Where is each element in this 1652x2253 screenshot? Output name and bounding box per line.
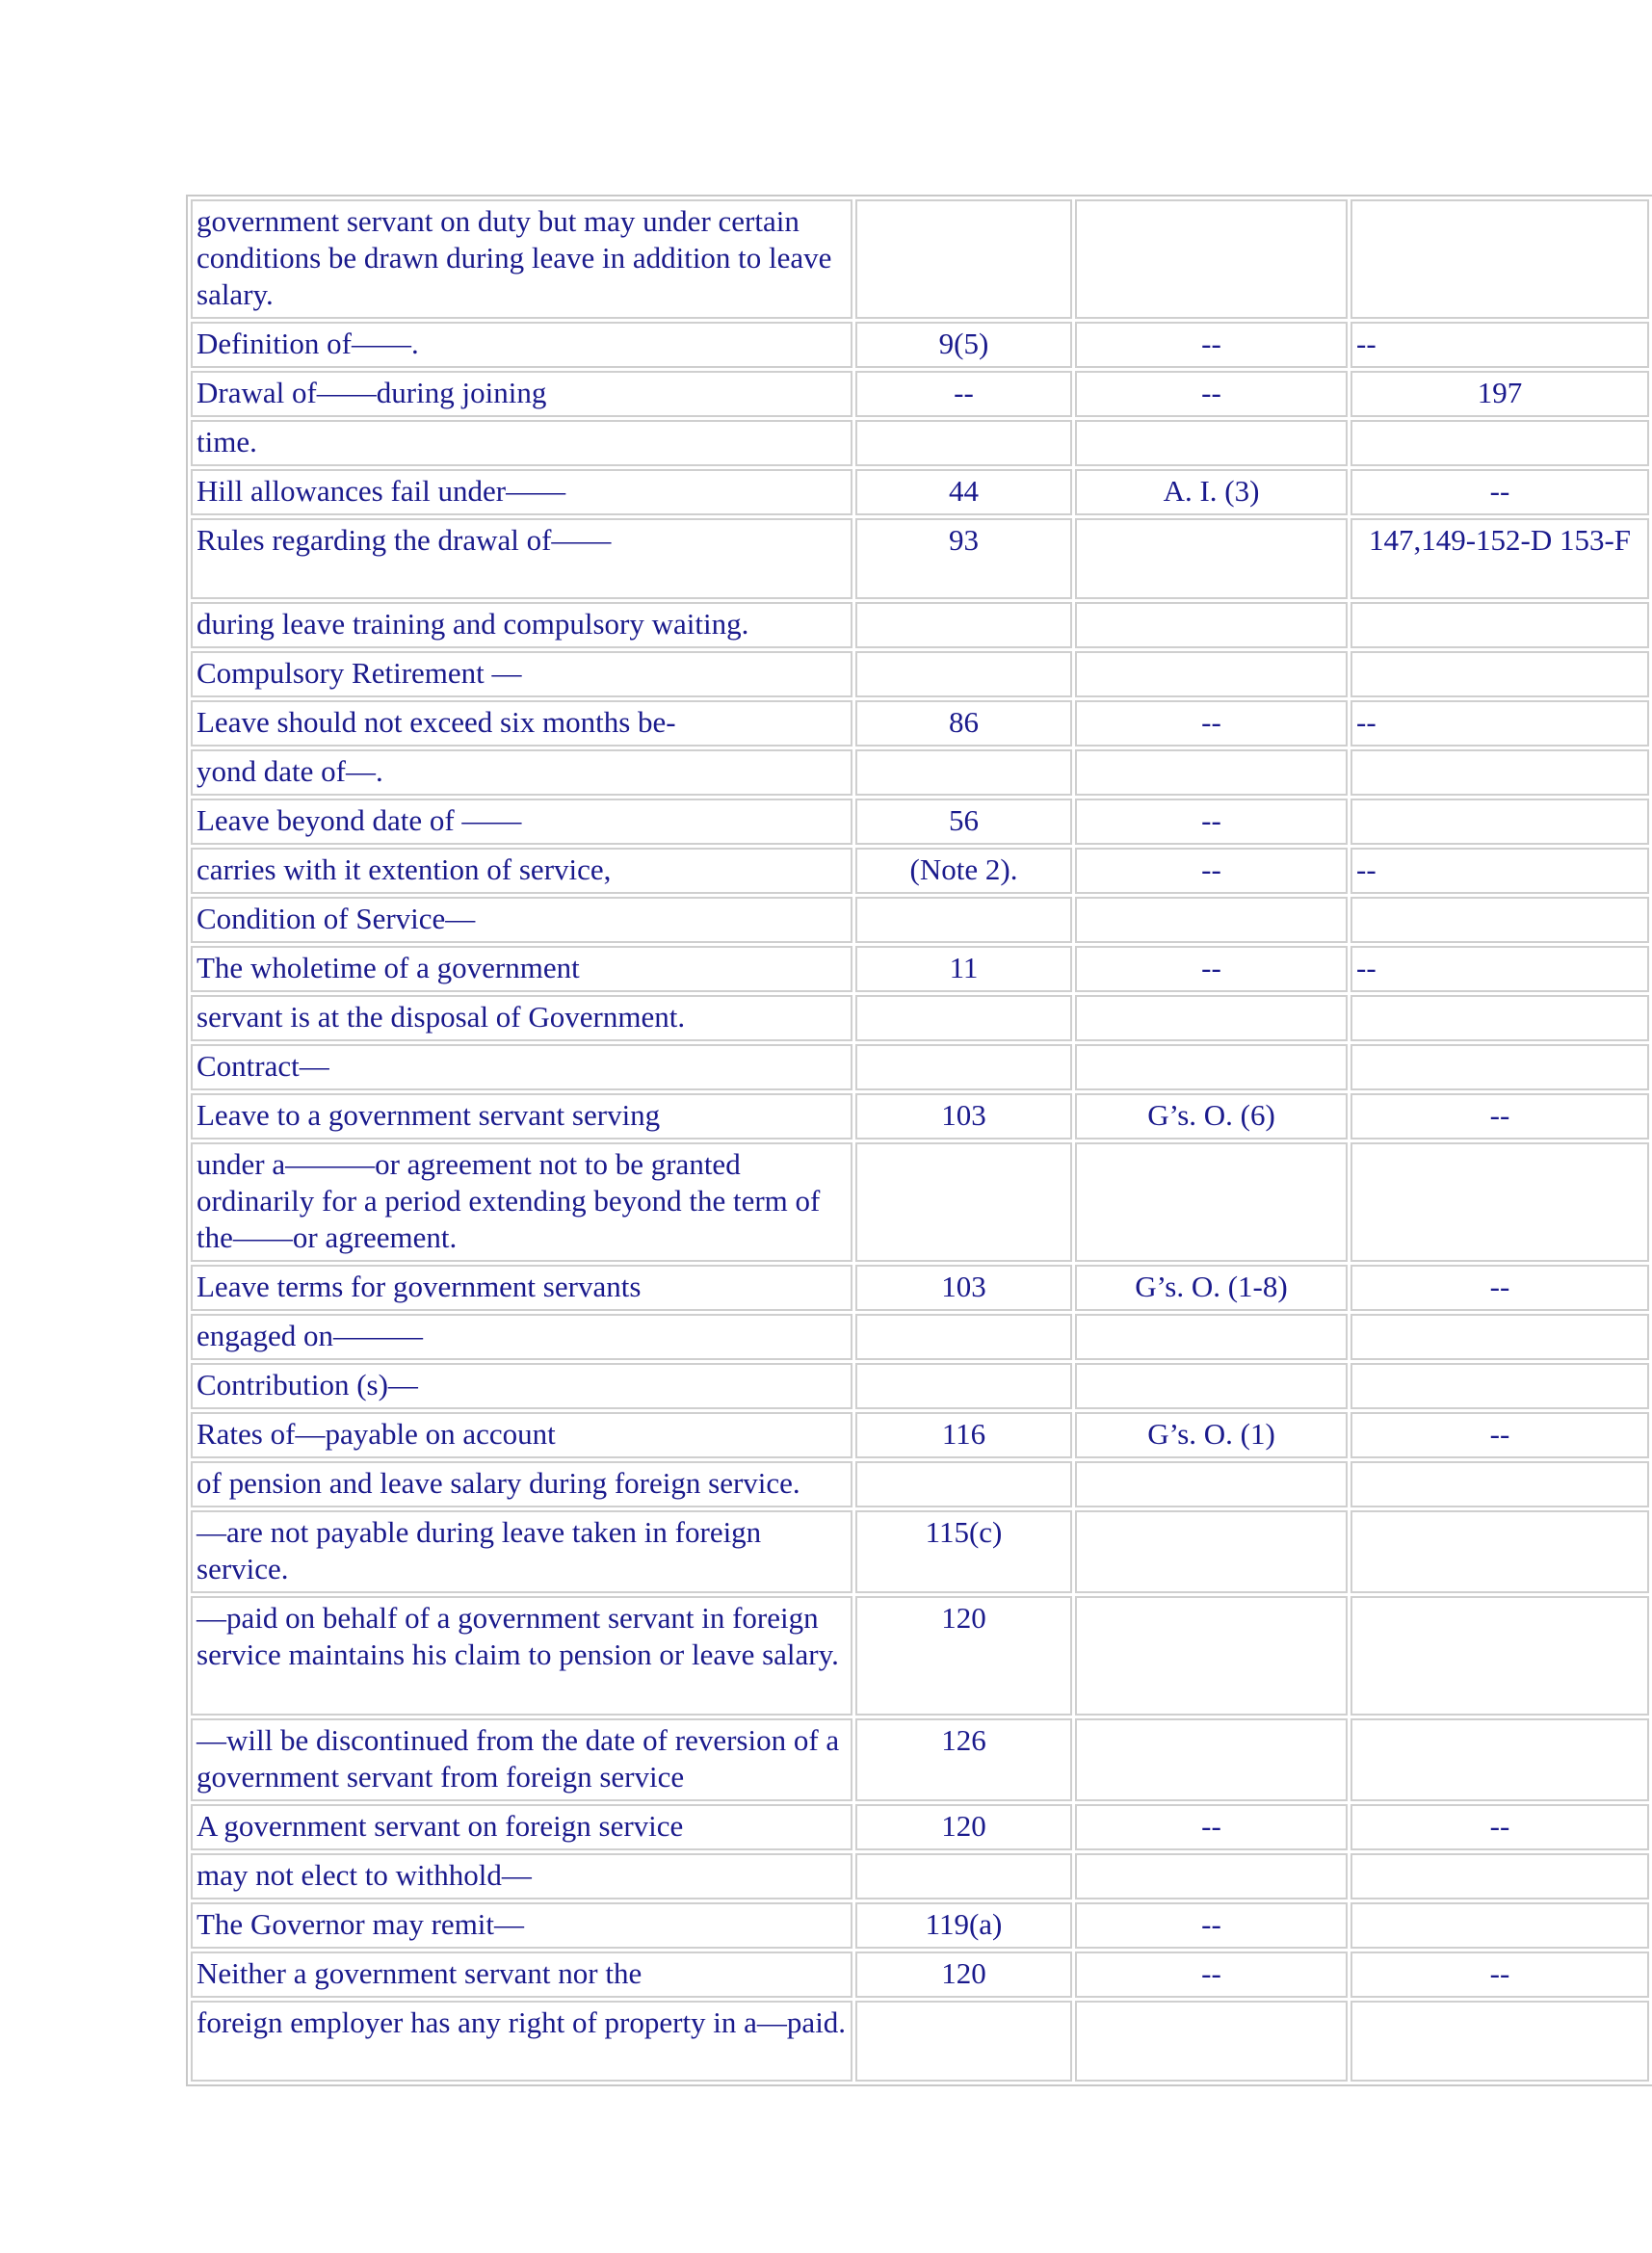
table-row (191, 1461, 1649, 1507)
auxiliary-ref-cell: -- (1350, 469, 1649, 515)
auxiliary-ref-cell: -- (1350, 848, 1649, 894)
rule-cell: 103 (855, 1093, 1072, 1140)
appendix-cell (1075, 995, 1348, 1041)
table-row (191, 946, 1649, 992)
appendix-cell (1075, 1461, 1348, 1507)
rule-cell (855, 995, 1072, 1041)
auxiliary-ref-cell (1350, 602, 1649, 648)
appendix-cell: G’s. O. (6) (1075, 1093, 1348, 1140)
rule-cell (855, 1853, 1072, 1899)
table-row (191, 2001, 1649, 2082)
description-cell: Condition of Service— (191, 897, 852, 943)
table-row (191, 1363, 1649, 1409)
auxiliary-ref-cell (1350, 749, 1649, 796)
appendix-cell (1075, 420, 1348, 466)
table-row (191, 995, 1649, 1041)
appendix-cell (1075, 1853, 1348, 1899)
rule-cell: 93 (855, 518, 1072, 599)
description-cell: carries with it extention of service, (191, 848, 852, 894)
description-cell: under a———or agreement not to be granted ordinarily for a period extending beyond the term of the——or agreement. (191, 1142, 852, 1262)
auxiliary-ref-cell: -- (1350, 1265, 1649, 1311)
table-row (191, 1093, 1649, 1140)
description-cell: engaged on——— (191, 1314, 852, 1360)
rule-cell (855, 749, 1072, 796)
description-cell: Contract— (191, 1044, 852, 1090)
description-cell: during leave training and compulsory waiting. (191, 602, 852, 648)
table-body (191, 199, 1649, 2082)
rule-cell: 115(c) (855, 1510, 1072, 1593)
auxiliary-ref-cell: -- (1350, 1952, 1649, 1998)
rule-cell (855, 1461, 1072, 1507)
appendix-cell (1075, 1718, 1348, 1801)
auxiliary-ref-cell (1350, 1142, 1649, 1262)
appendix-cell (1075, 199, 1348, 319)
auxiliary-ref-cell (1350, 1853, 1649, 1899)
table-row (191, 518, 1649, 599)
auxiliary-ref-cell: -- (1350, 322, 1649, 368)
appendix-cell: -- (1075, 799, 1348, 845)
description-cell: Drawal of——during joining (191, 371, 852, 417)
appendix-cell: G’s. O. (1) (1075, 1412, 1348, 1458)
auxiliary-ref-cell: 197 (1350, 371, 1649, 417)
rule-cell: 120 (855, 1804, 1072, 1850)
rule-cell (855, 897, 1072, 943)
auxiliary-ref-cell: 147,149-152-D 153-F (1350, 518, 1649, 599)
table-row (191, 848, 1649, 894)
table-row (191, 1510, 1649, 1593)
table-row (191, 1412, 1649, 1458)
appendix-cell: -- (1075, 371, 1348, 417)
table-row (191, 700, 1649, 747)
rule-cell: 9(5) (855, 322, 1072, 368)
rule-cell (855, 420, 1072, 466)
rule-cell: 120 (855, 1952, 1072, 1998)
auxiliary-ref-cell (1350, 1044, 1649, 1090)
appendix-cell: A. I. (3) (1075, 469, 1348, 515)
description-cell: Leave should not exceed six months be- (191, 700, 852, 747)
description-cell: Leave terms for government servants (191, 1265, 852, 1311)
appendix-cell: G’s. O. (1-8) (1075, 1265, 1348, 1311)
description-cell: Rules regarding the drawal of—— (191, 518, 852, 599)
rule-cell: 44 (855, 469, 1072, 515)
auxiliary-ref-cell: -- (1350, 1804, 1649, 1850)
auxiliary-ref-cell: -- (1350, 1093, 1649, 1140)
description-cell: Rates of—payable on account (191, 1412, 852, 1458)
description-cell: —are not payable during leave taken in foreign service. (191, 1510, 852, 1593)
auxiliary-ref-cell (1350, 1314, 1649, 1360)
rule-cell: 11 (855, 946, 1072, 992)
appendix-cell: -- (1075, 1902, 1348, 1949)
rule-cell: (Note 2). (855, 848, 1072, 894)
table-row (191, 749, 1649, 796)
description-cell: A government servant on foreign service (191, 1804, 852, 1850)
table-row (191, 1142, 1649, 1262)
auxiliary-ref-cell (1350, 199, 1649, 319)
table-row (191, 420, 1649, 466)
description-cell: Leave beyond date of —— (191, 799, 852, 845)
appendix-cell: -- (1075, 700, 1348, 747)
description-cell: Hill allowances fail under—— (191, 469, 852, 515)
appendix-cell (1075, 1142, 1348, 1262)
auxiliary-ref-cell: -- (1350, 1412, 1649, 1458)
table-row (191, 1952, 1649, 1998)
rule-cell: 119(a) (855, 1902, 1072, 1949)
description-cell: Definition of——. (191, 322, 852, 368)
description-cell: of pension and leave salary during foreign service. (191, 1461, 852, 1507)
table-row (191, 371, 1649, 417)
description-cell: Neither a government servant nor the (191, 1952, 852, 1998)
table-row (191, 1265, 1649, 1311)
appendix-cell: -- (1075, 322, 1348, 368)
appendix-cell: -- (1075, 1804, 1348, 1850)
table-row (191, 1853, 1649, 1899)
appendix-cell (1075, 518, 1348, 599)
description-cell: —will be discontinued from the date of reversion of a government servant from foreign service (191, 1718, 852, 1801)
rule-cell (855, 1314, 1072, 1360)
description-cell: foreign employer has any right of property in a—paid. (191, 2001, 852, 2082)
rule-cell: 120 (855, 1596, 1072, 1716)
appendix-cell (1075, 651, 1348, 697)
table-row (191, 322, 1649, 368)
description-cell: time. (191, 420, 852, 466)
appendix-cell (1075, 602, 1348, 648)
description-cell: government servant on duty but may under certain conditions be drawn during leave in addition to leave salary. (191, 199, 852, 319)
appendix-cell (1075, 1510, 1348, 1593)
auxiliary-ref-cell (1350, 995, 1649, 1041)
rule-cell (855, 602, 1072, 648)
appendix-cell: -- (1075, 946, 1348, 992)
rule-cell (855, 199, 1072, 319)
description-cell: servant is at the disposal of Government. (191, 995, 852, 1041)
table-row (191, 602, 1649, 648)
index-table (186, 195, 1652, 2086)
description-cell: Contribution (s)— (191, 1363, 852, 1409)
description-cell: The Governor may remit— (191, 1902, 852, 1949)
rule-cell (855, 651, 1072, 697)
rule-cell (855, 1142, 1072, 1262)
appendix-cell (1075, 1314, 1348, 1360)
table-row (191, 469, 1649, 515)
rule-cell: 86 (855, 700, 1072, 747)
table-row (191, 1804, 1649, 1850)
rule-cell: 103 (855, 1265, 1072, 1311)
auxiliary-ref-cell (1350, 420, 1649, 466)
table-row (191, 799, 1649, 845)
rule-cell: 116 (855, 1412, 1072, 1458)
auxiliary-ref-cell (1350, 1902, 1649, 1949)
auxiliary-ref-cell (1350, 1596, 1649, 1716)
appendix-cell (1075, 1363, 1348, 1409)
auxiliary-ref-cell (1350, 799, 1649, 845)
appendix-cell (1075, 749, 1348, 796)
rule-cell (855, 2001, 1072, 2082)
auxiliary-ref-cell (1350, 897, 1649, 943)
table-row (191, 1044, 1649, 1090)
rule-cell: 126 (855, 1718, 1072, 1801)
description-cell: may not elect to withhold— (191, 1853, 852, 1899)
description-cell: Compulsory Retirement — (191, 651, 852, 697)
document-page (186, 195, 1632, 2086)
appendix-cell (1075, 897, 1348, 943)
description-cell: yond date of—. (191, 749, 852, 796)
auxiliary-ref-cell (1350, 2001, 1649, 2082)
table-row (191, 1902, 1649, 1949)
appendix-cell: -- (1075, 848, 1348, 894)
table-row (191, 199, 1649, 319)
rule-cell: -- (855, 371, 1072, 417)
auxiliary-ref-cell: -- (1350, 700, 1649, 747)
table-row (191, 1596, 1649, 1716)
appendix-cell (1075, 1596, 1348, 1716)
auxiliary-ref-cell: -- (1350, 946, 1649, 992)
rule-cell (855, 1044, 1072, 1090)
auxiliary-ref-cell (1350, 1718, 1649, 1801)
auxiliary-ref-cell (1350, 1461, 1649, 1507)
table-row (191, 651, 1649, 697)
rule-cell: 56 (855, 799, 1072, 845)
description-cell: Leave to a government servant serving (191, 1093, 852, 1140)
description-cell: —paid on behalf of a government servant in foreign service maintains his claim to pension or leave salary. (191, 1596, 852, 1716)
appendix-cell (1075, 1044, 1348, 1090)
rule-cell (855, 1363, 1072, 1409)
appendix-cell: -- (1075, 1952, 1348, 1998)
auxiliary-ref-cell (1350, 1510, 1649, 1593)
description-cell: The wholetime of a government (191, 946, 852, 992)
auxiliary-ref-cell (1350, 651, 1649, 697)
table-row (191, 1314, 1649, 1360)
table-row (191, 1718, 1649, 1801)
auxiliary-ref-cell (1350, 1363, 1649, 1409)
appendix-cell (1075, 2001, 1348, 2082)
table-row (191, 897, 1649, 943)
